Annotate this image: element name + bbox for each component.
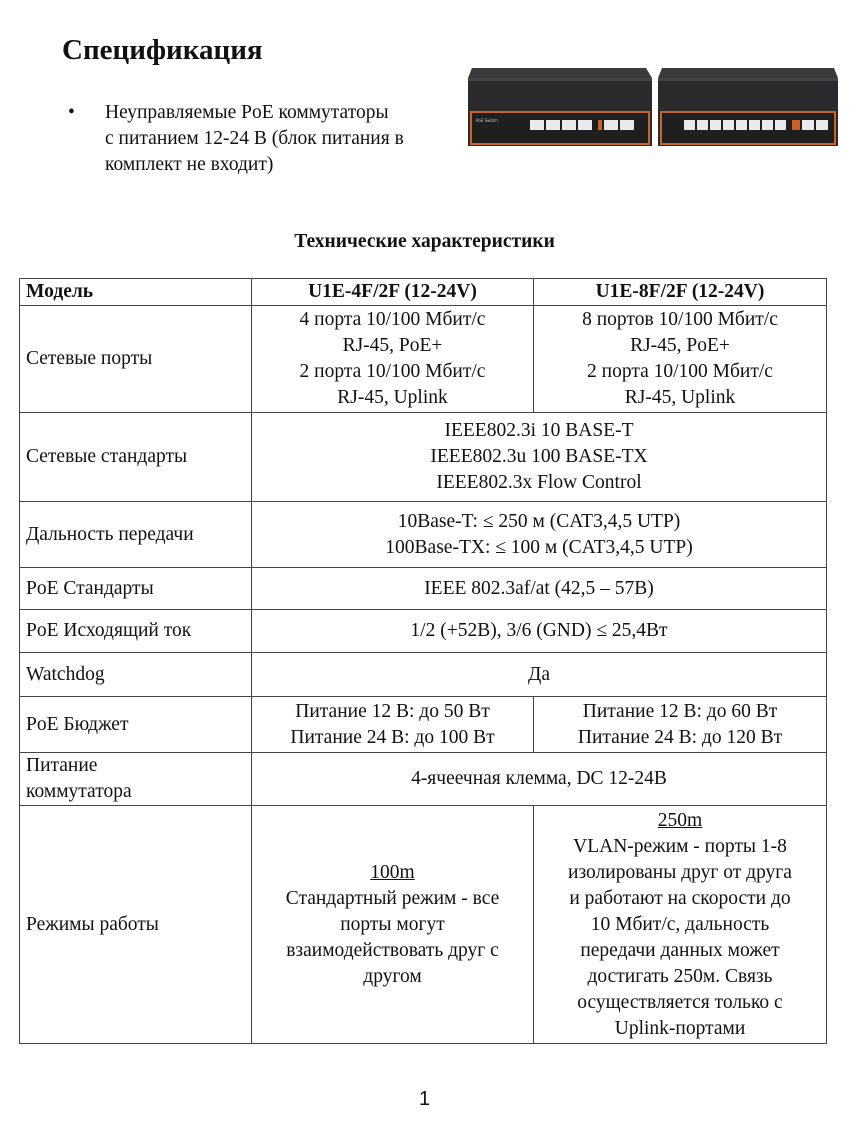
power-value: 4-ячеечная клемма, DC 12-24В xyxy=(252,753,827,806)
cell-line: передачи данных может xyxy=(580,939,780,961)
row-label-ports: Сетевые порты xyxy=(20,306,252,413)
ports-8port xyxy=(534,306,827,413)
budget-4port xyxy=(252,697,534,753)
table-row xyxy=(20,502,827,568)
poe-switch-photo xyxy=(466,64,840,150)
page-title: Спецификация xyxy=(62,34,263,66)
row-label-watchdog: Watchdog xyxy=(20,653,252,697)
row-label-distance: Дальность передачи xyxy=(20,502,252,568)
watchdog-value: Да xyxy=(252,653,827,697)
poe-current-value: 1/2 (+52В), 3/6 (GND) ≤ 25,4Вт xyxy=(252,610,827,653)
switch-4port-image xyxy=(468,68,652,146)
spec-table xyxy=(19,278,827,1044)
cell-line: Питание 24 В: до 120 Вт xyxy=(577,726,783,748)
table-row xyxy=(20,306,827,413)
table-row xyxy=(20,653,827,697)
bullet-line: Неуправляемые PoE коммутаторы xyxy=(105,102,389,123)
bullet-line: комплект не входит) xyxy=(105,154,274,175)
cell-line: Uplink-портами xyxy=(614,1017,746,1039)
table-header-row xyxy=(20,279,827,306)
cell-line: коммутатора xyxy=(26,781,132,802)
cell-line: RJ-45, Uplink xyxy=(624,387,736,408)
cell-line: IEEE802.3u 100 BASE-TX xyxy=(430,446,648,467)
cell-line: изолированы друг от друга xyxy=(568,861,792,883)
table-row xyxy=(20,413,827,502)
bullet-marker: • xyxy=(68,102,75,123)
row-label-budget: PoE Бюджет xyxy=(20,697,252,753)
modes-8port xyxy=(534,806,827,1044)
cell-line: другом xyxy=(363,965,422,987)
cell-line: 8 портов 10/100 Мбит/с xyxy=(582,309,778,330)
row-label-poe-standards: PoE Стандарты xyxy=(20,568,252,610)
cell-line: VLAN-режим - порты 1-8 xyxy=(573,835,787,857)
row-label-modes: Режимы работы xyxy=(20,806,252,1044)
mode-title: 100m xyxy=(370,861,415,883)
table-row xyxy=(20,697,827,753)
cell-line: взаимодействовать друг с xyxy=(286,939,499,961)
cell-line: RJ-45, PoE+ xyxy=(630,335,730,356)
ports-4port xyxy=(252,306,534,413)
modes-4port xyxy=(252,806,534,1044)
table-row xyxy=(20,610,827,653)
cell-line: 10Base-T: ≤ 250 м (CAT3,4,5 UTP) xyxy=(397,510,681,532)
budget-8port xyxy=(534,697,827,753)
bullet-line: с питанием 12-24 В (блок питания в xyxy=(105,128,404,149)
standards-value xyxy=(252,413,827,502)
header-model-8port: U1E-8F/2F (12-24V) xyxy=(534,279,827,306)
header-model-4port: U1E-4F/2F (12-24V) xyxy=(252,279,534,306)
cell-line: и работают на скорости до xyxy=(569,887,791,909)
poe-standards-value: IEEE 802.3af/at (42,5 – 57В) xyxy=(252,568,827,610)
cell-line: достигать 250м. Связь xyxy=(587,965,773,987)
row-label-poe-current: PoE Исходящий ток xyxy=(20,610,252,653)
cell-line: Питание xyxy=(26,755,98,776)
cell-line: IEEE802.3x Flow Control xyxy=(436,472,642,493)
cell-line: Питание 12 В: до 50 Вт xyxy=(295,700,490,722)
cell-line: 2 порта 10/100 Мбит/с xyxy=(587,361,773,382)
cell-line: 4 порта 10/100 Мбит/с xyxy=(299,309,486,330)
row-label-power xyxy=(20,753,252,806)
cell-line: RJ-45, Uplink xyxy=(337,387,448,408)
table-row xyxy=(20,568,827,610)
switch-brand-label: PoE Switch xyxy=(476,118,498,123)
mode-title: 250m xyxy=(657,809,703,831)
cell-line: 2 порта 10/100 Мбит/с xyxy=(299,361,486,382)
switch-8port-image xyxy=(658,68,838,146)
bullet-text xyxy=(105,100,465,178)
table-row xyxy=(20,806,827,1044)
table-title: Технические характеристики xyxy=(294,231,555,252)
cell-line: порты могут xyxy=(340,913,445,935)
cell-line: Питание 24 В: до 100 Вт xyxy=(290,726,495,748)
header-model: Модель xyxy=(20,279,252,306)
cell-line: IEEE802.3i 10 BASE-T xyxy=(444,420,634,441)
page-number: 1 xyxy=(418,1088,431,1110)
row-label-standards: Сетевые стандарты xyxy=(20,413,252,502)
cell-line: RJ-45, PoE+ xyxy=(342,335,443,356)
table-row xyxy=(20,753,827,806)
cell-line: Стандартный режим - все xyxy=(285,887,500,909)
cell-line: осуществляется только с xyxy=(577,991,783,1013)
cell-line: 10 Мбит/с, дальность xyxy=(590,913,770,935)
cell-line: 100Base-TX: ≤ 100 м (CAT3,4,5 UTP) xyxy=(385,536,693,558)
cell-line: Питание 12 В: до 60 Вт xyxy=(582,700,778,722)
distance-value xyxy=(252,502,827,568)
